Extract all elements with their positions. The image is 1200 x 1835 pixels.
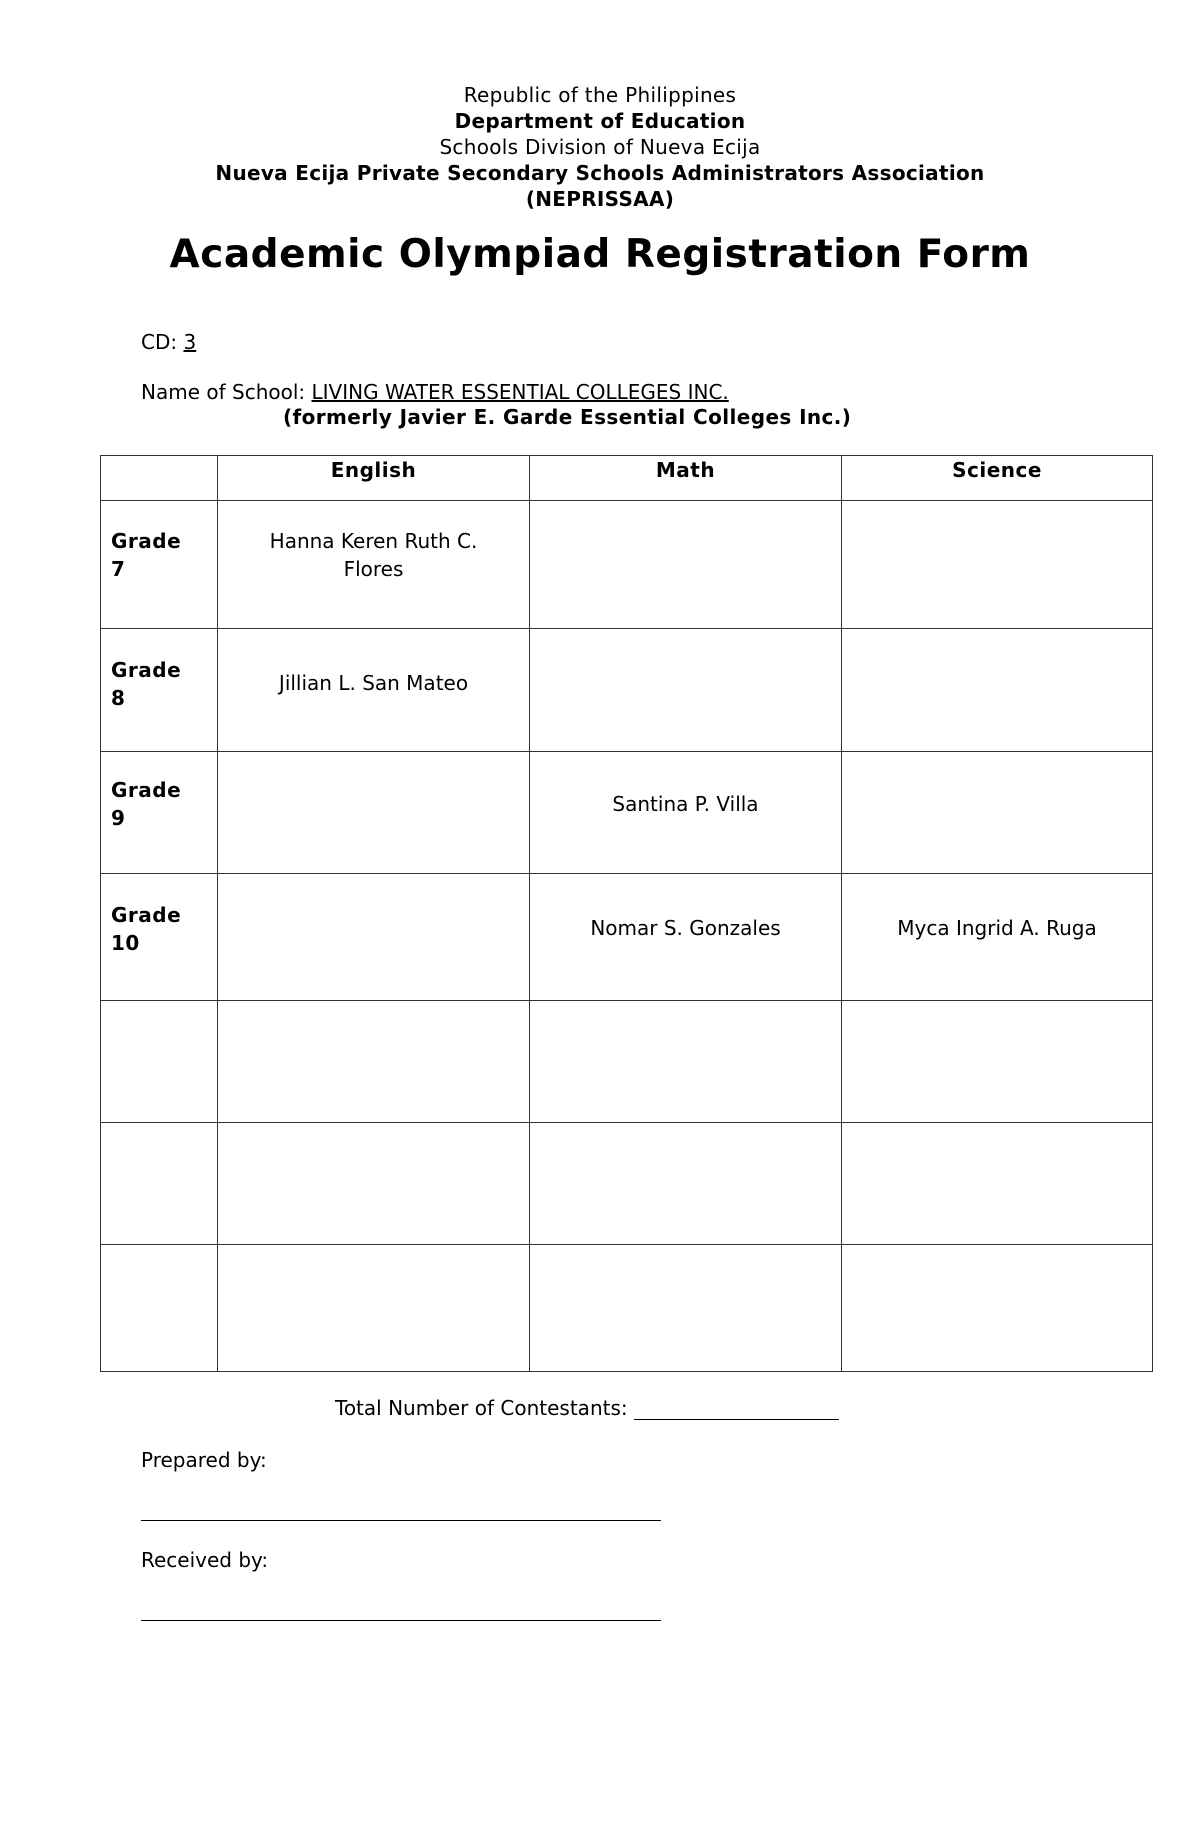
english-cell <box>218 1001 530 1123</box>
header-cell-english: English <box>218 456 530 501</box>
grade-cell <box>101 1123 218 1245</box>
cd-field <box>141 330 196 354</box>
header-cell-science: Science <box>842 456 1153 501</box>
math-cell <box>530 501 842 629</box>
table-row <box>101 1123 1153 1245</box>
header-cell-blank <box>101 456 218 501</box>
math-cell <box>530 629 842 752</box>
science-cell <box>842 1001 1153 1123</box>
school-former-name: (formerly Javier E. Garde Essential Colleges Inc.) <box>283 405 852 429</box>
table-row <box>101 1245 1153 1372</box>
english-cell <box>218 1245 530 1372</box>
science-cell <box>842 752 1153 874</box>
grade-label: Grade 10 <box>111 903 182 955</box>
science-cell <box>842 629 1153 752</box>
grade-cell <box>101 1001 218 1123</box>
contestant-name: Hanna Keren Ruth C. Flores <box>269 529 478 581</box>
document-header <box>0 82 1200 212</box>
school-name: LIVING WATER ESSENTIAL COLLEGES INC. <box>311 380 729 404</box>
header-association: Nueva Ecija Private Secondary Schools Administrators Association <box>215 161 985 185</box>
science-cell: Myca Ingrid A. Ruga <box>842 874 1153 1001</box>
science-cell <box>842 1245 1153 1372</box>
grade-label: Grade 9 <box>111 778 182 830</box>
header-division: Schools Division of Nueva Ecija <box>439 135 761 159</box>
math-cell: Nomar S. Gonzales <box>530 874 842 1001</box>
received-by-signature-line <box>141 1620 661 1621</box>
header-acronym: (NEPRISSAA) <box>525 187 675 211</box>
form-title: Academic Olympiad Registration Form <box>169 232 1031 277</box>
prepared-by-signature-line <box>141 1520 661 1521</box>
header-republic: Republic of the Philippines <box>463 83 737 107</box>
grade-label: Grade 8 <box>111 658 182 710</box>
grade-cell <box>101 874 218 1001</box>
header-department: Department of Education <box>454 109 746 133</box>
grade-cell <box>101 1245 218 1372</box>
english-cell <box>218 874 530 1001</box>
math-cell <box>530 1245 842 1372</box>
prepared-by-label: Prepared by: <box>141 1448 267 1472</box>
grade-label: Grade 7 <box>111 529 182 581</box>
english-cell <box>218 501 530 629</box>
table-row <box>101 752 1153 874</box>
table-row <box>101 874 1153 1001</box>
header-cell-math: Math <box>530 456 842 501</box>
school-field <box>141 380 729 404</box>
science-cell <box>842 501 1153 629</box>
table-header-row <box>101 456 1153 501</box>
cd-value: 3 <box>183 330 197 354</box>
math-cell: Santina P. Villa <box>530 752 842 874</box>
english-cell <box>218 1123 530 1245</box>
school-label: Name of School: <box>141 380 306 404</box>
total-contestants-label: Total Number of Contestants: <box>335 1396 628 1420</box>
english-cell: Jillian L. San Mateo <box>218 629 530 752</box>
received-by-label: Received by: <box>141 1548 269 1572</box>
registration-table <box>100 455 1153 1372</box>
table-row <box>101 501 1153 629</box>
cd-label: CD: <box>141 330 178 354</box>
science-cell <box>842 1123 1153 1245</box>
math-cell <box>530 1001 842 1123</box>
total-contestants-field <box>335 1396 839 1420</box>
grade-cell <box>101 752 218 874</box>
grade-cell <box>101 629 218 752</box>
total-contestants-blank <box>634 1399 839 1420</box>
grade-cell <box>101 501 218 629</box>
table-row <box>101 629 1153 752</box>
table-row <box>101 1001 1153 1123</box>
math-cell <box>530 1123 842 1245</box>
english-cell <box>218 752 530 874</box>
